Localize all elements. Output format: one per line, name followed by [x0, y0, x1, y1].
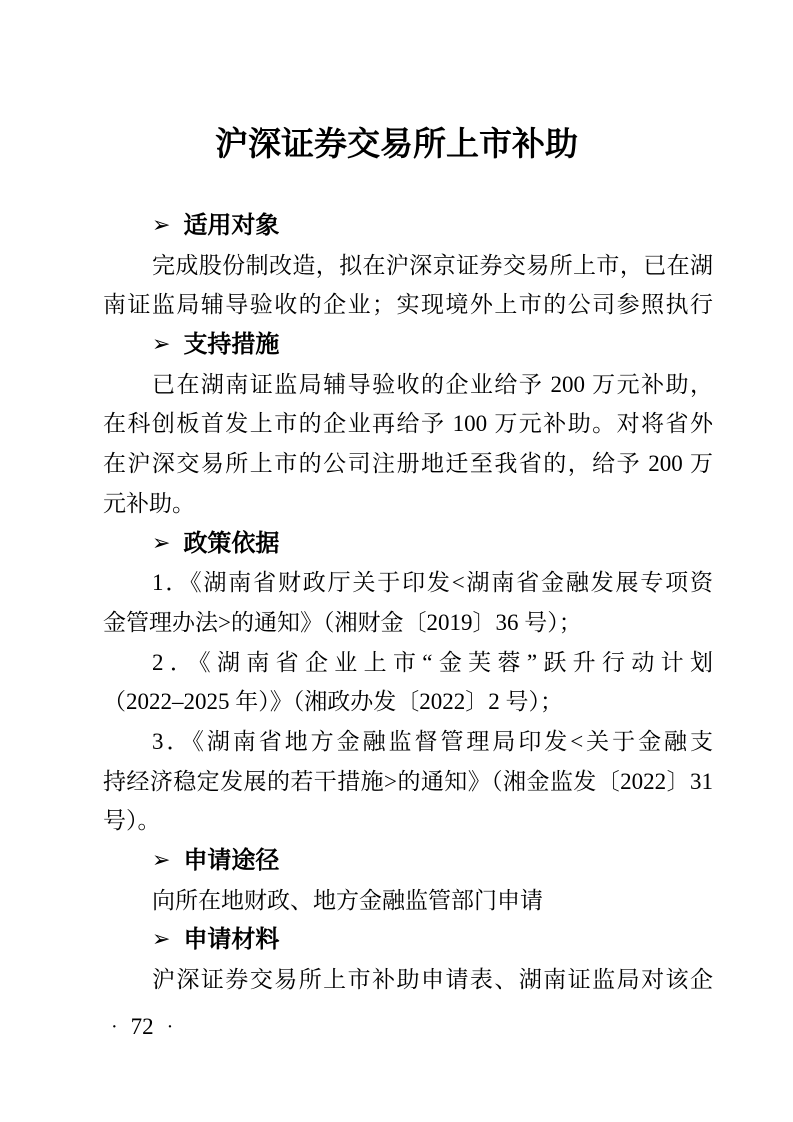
section-heading-label: 支持措施 [183, 331, 280, 359]
section-heading [103, 206, 713, 246]
body-line: 南证监局辅导验收的企业；实现境外上市的公司参照执行 [103, 292, 713, 318]
footer-right-dot: · [166, 1016, 174, 1038]
body-line: 完成股份制改造，拟在沪深京证券交易所上市，已在湖 [152, 252, 713, 278]
body-line: 1．《湖南省财政厅关于印发<湖南省金融发展专项资 [152, 570, 713, 596]
section-heading [103, 325, 713, 365]
body-line: 沪深证券交易所上市补助申请表、湖南证监局对该企 [152, 967, 713, 993]
footer-left-dot: · [111, 1016, 118, 1038]
document-body [103, 206, 713, 1000]
page-title: 沪深证券交易所上市补助 [215, 125, 578, 162]
section-heading [103, 920, 713, 960]
section-heading-label: 申请途径 [183, 847, 280, 874]
arrow-bullet-icon: ➢ [152, 213, 171, 238]
body-line: （2022–2025 年）》（湘政办发〔2022〕2 号）； [103, 689, 563, 715]
page-number: 72 [130, 1014, 154, 1039]
body-line: 元补助。 [103, 490, 195, 516]
section-heading-label: 适用对象 [183, 212, 280, 239]
arrow-bullet-icon: ➢ [152, 927, 171, 953]
body-line: 2．《湖南省企业上市“金芙蓉”跃升行动计划 [152, 649, 713, 675]
arrow-bullet-icon: ➢ [152, 332, 171, 358]
body-line: 已在湖南证监局辅导验收的企业给予 200 万元补助， [152, 371, 713, 397]
page-footer [111, 1012, 173, 1042]
section-heading [103, 524, 713, 564]
body-line: 持经济稳定发展的若干措施>的通知》（湘金监发〔2022〕31 [103, 768, 713, 794]
body-line: 在沪深交易所上市的公司注册地迁至我省的，给予 200 万 [103, 451, 713, 477]
arrow-bullet-icon: ➢ [152, 848, 171, 873]
body-line: 在科创板首发上市的企业再给予 100 万元补助。对将省外 [103, 411, 713, 437]
arrow-bullet-icon: ➢ [152, 530, 171, 556]
body-line: 金管理办法>的通知》（湘财金〔2019〕36 号）； [103, 609, 582, 635]
section-heading-label: 政策依据 [183, 529, 280, 557]
body-line: 3．《湖南省地方金融监督管理局印发<关于金融支 [152, 728, 713, 754]
body-line: 号）。 [103, 808, 161, 834]
section-heading-label: 申请材料 [183, 926, 280, 954]
body-line: 向所在地财政、地方金融监管部门申请 [152, 887, 543, 913]
section-heading [103, 841, 713, 881]
